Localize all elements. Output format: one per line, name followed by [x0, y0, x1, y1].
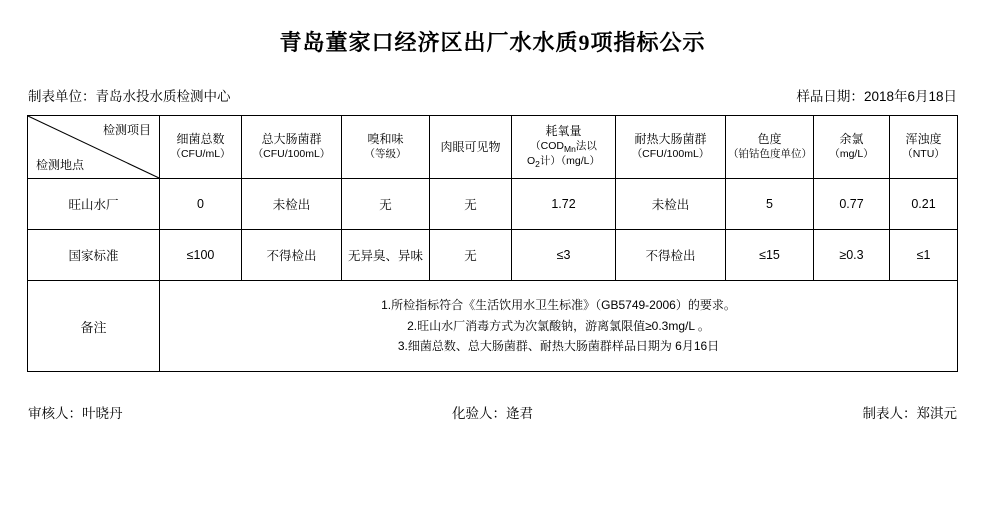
tester	[335, 402, 651, 422]
cell-odor-taste: 无	[342, 179, 430, 230]
cell-residual-chlorine: 0.77	[814, 179, 890, 230]
column-header-name: 耐热大肠菌群	[634, 132, 707, 147]
cell-visible-matter: 无	[430, 179, 512, 230]
author-value: 郑淇元	[916, 406, 957, 421]
remark-label: 备注	[28, 281, 160, 372]
sample-date-label: 样品日期：	[796, 89, 864, 104]
column-header-unit: （mg/L）	[829, 148, 874, 161]
reviewer	[28, 402, 335, 422]
column-header-unit: （等级）	[364, 148, 407, 161]
cell-turbidity: ≤1	[890, 230, 958, 281]
cell-turbidity: 0.21	[890, 179, 958, 230]
corner-bottom-left-label: 检测地点	[36, 158, 85, 172]
column-header-unit: （NTU）	[902, 148, 945, 161]
table-header-row	[28, 116, 958, 179]
column-header-chroma	[726, 116, 814, 179]
cell-total-coliform: 未检出	[242, 179, 342, 230]
column-header-name: 总大肠菌群	[261, 132, 322, 147]
cell-visible-matter: 无	[430, 230, 512, 281]
cell-bacteria-count: ≤100	[160, 230, 242, 281]
author-label: 制表人：	[862, 406, 917, 421]
tester-label: 化验人：	[451, 406, 506, 421]
cell-thermotolerant-coliform: 未检出	[616, 179, 726, 230]
row-label-plant: 旺山水厂	[28, 179, 160, 230]
column-header-unit: （$COD_{Mn}$法以 $O_2$计）（mg/L）	[527, 140, 600, 170]
column-header-name: 余氯	[839, 132, 864, 147]
remark-row	[28, 281, 958, 372]
meta-row	[28, 85, 957, 105]
column-header-name: 色度	[757, 132, 782, 147]
column-header-visible-matter	[430, 116, 512, 179]
producer-unit-label: 制表单位：	[28, 89, 96, 104]
cell-odor-taste: 无异臭、异味	[342, 230, 430, 281]
column-header-total-coliform	[242, 116, 342, 179]
remark-line-3: 3.细菌总数、总大肠菌群、耐热大肠菌群样品日期为 6月16日	[397, 339, 720, 354]
column-header-unit: （CFU/mL）	[170, 148, 231, 161]
remark-body	[160, 281, 958, 372]
water-quality-table	[27, 115, 958, 372]
author	[650, 402, 957, 422]
column-header-oxygen-consumption	[512, 116, 616, 179]
remark-line-1: 1.所检指标符合《生活饮用水卫生标准》（GB5749-2006）的要求。	[381, 298, 736, 313]
reviewer-label: 审核人：	[28, 406, 82, 421]
signature-row	[28, 402, 957, 422]
sample-date-value: 2018年6月18日	[863, 89, 957, 104]
column-header-name: 细菌总数	[176, 132, 225, 147]
producer-unit	[28, 85, 231, 105]
cell-oxygen-consumption: ≤3	[512, 230, 616, 281]
row-label-national-standard: 国家标准	[28, 230, 160, 281]
column-header-bacteria-count	[160, 116, 242, 179]
column-header-unit: （CFU/100mL）	[631, 148, 710, 161]
column-header-turbidity	[890, 116, 958, 179]
cell-residual-chlorine: ≥0.3	[814, 230, 890, 281]
document-page	[0, 26, 985, 515]
page-title: 青岛董家口经济区出厂水水质9项指标公示	[279, 30, 706, 55]
cell-chroma: ≤15	[726, 230, 814, 281]
column-header-residual-chlorine	[814, 116, 890, 179]
column-header-unit: （CFU/100mL）	[252, 148, 331, 161]
corner-cell	[28, 116, 160, 179]
cell-chroma: 5	[726, 179, 814, 230]
sample-date	[796, 85, 957, 105]
cell-oxygen-consumption: 1.72	[512, 179, 616, 230]
table-row	[28, 230, 958, 281]
column-header-odor-taste	[342, 116, 430, 179]
column-header-name: 浑浊度	[905, 132, 942, 147]
cell-total-coliform: 不得检出	[242, 230, 342, 281]
tester-value: 逄君	[505, 406, 533, 421]
column-header-unit: （铂钴色度单位）	[728, 148, 812, 161]
cell-bacteria-count: 0	[160, 179, 242, 230]
cell-thermotolerant-coliform: 不得检出	[616, 230, 726, 281]
column-header-thermotolerant-coliform	[616, 116, 726, 179]
producer-unit-value: 青岛水投水质检测中心	[95, 89, 231, 104]
corner-top-right-label: 检测项目	[102, 123, 151, 137]
table-row	[28, 179, 958, 230]
column-header-name: 嗅和味	[367, 132, 404, 147]
remark-line-2: 2.旺山水厂消毒方式为次氯酸钠，游离氯限值≥0.3mg/L 。	[407, 318, 710, 333]
column-header-name: 耗氧量	[545, 124, 582, 139]
column-header-name: 肉眼可见物	[440, 139, 501, 154]
reviewer-value: 叶晓丹	[82, 406, 123, 421]
